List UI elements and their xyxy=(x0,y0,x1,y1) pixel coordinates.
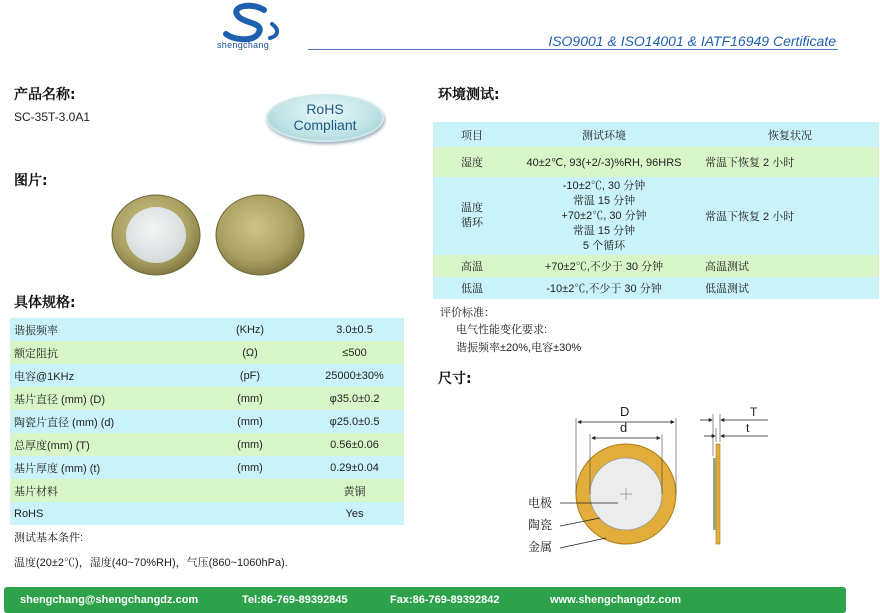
dim-label-t: t xyxy=(746,421,750,435)
callout-electrode: 电极 xyxy=(528,496,553,510)
spec-name: 基片厚度 (mm) (t) xyxy=(10,456,195,479)
specs-table xyxy=(10,318,404,525)
criteria-line2: 谐振频率±20%,电容±30% xyxy=(456,342,582,354)
footer-website[interactable]: www.shengchangdz.com xyxy=(550,594,681,606)
env-condition-line: +70±2℃, 30 分钟 xyxy=(561,209,647,222)
environment-title: 环境测试: xyxy=(438,87,500,103)
env-item: 高温 xyxy=(433,255,511,277)
specs-title: 具体规格: xyxy=(14,295,76,311)
table-row xyxy=(10,364,404,387)
table-row xyxy=(433,177,879,255)
product-model: SC-35T-3.0A1 xyxy=(14,110,91,124)
spec-unit: (pF) xyxy=(195,364,305,387)
env-condition-line: 常温 15 分钟 xyxy=(572,194,636,207)
spec-value: φ35.0±0.2 xyxy=(305,387,404,410)
spec-value: ≤500 xyxy=(305,341,404,364)
certificate-text: ISO9001 & ISO14001 & IATF16949 Certificate xyxy=(548,33,836,49)
env-condition: -10±2℃,不少于 30 分钟 xyxy=(511,277,697,299)
table-row xyxy=(10,318,404,341)
test-conditions-value: 温度(20±2℃)，湿度(40~70%RH)，气压(860~1060hPa). xyxy=(14,557,288,569)
callout-metal: 金属 xyxy=(528,540,553,554)
rohs-badge-line1: RoHS xyxy=(306,101,344,117)
table-row xyxy=(10,502,404,525)
logo-text: shengchang xyxy=(217,40,270,50)
env-condition-line: -10±2℃, 30 分钟 xyxy=(562,179,646,192)
header-divider xyxy=(308,49,838,50)
criteria-line1: 电气性能变化要求: xyxy=(456,324,548,336)
spec-name: 电容@1KHz xyxy=(10,364,195,387)
spec-name: 基片材料 xyxy=(10,479,195,502)
table-row xyxy=(433,147,879,177)
spec-value: Yes xyxy=(305,502,404,525)
table-row xyxy=(10,341,404,364)
table-row xyxy=(433,255,879,277)
footer-tel: Tel:86-769-89392845 xyxy=(242,594,348,606)
spec-name: 谐振频率 xyxy=(10,318,195,341)
spec-name: 总厚度(mm) (T) xyxy=(10,433,195,456)
table-row xyxy=(433,277,879,299)
env-header-condition: 测试环境 xyxy=(511,122,697,147)
dimension-drawing xyxy=(520,400,780,570)
table-row xyxy=(10,387,404,410)
env-condition-line: 5 个循环 xyxy=(582,239,626,252)
test-conditions-label: 测试基本条件: xyxy=(14,532,84,544)
spec-name: 额定阻抗 xyxy=(10,341,195,364)
product-name-label: 产品名称: xyxy=(14,87,76,103)
footer-email[interactable]: shengchang@shengchangdz.com xyxy=(20,594,199,606)
spec-value: 黄铜 xyxy=(305,479,404,502)
spec-unit: (KHz) xyxy=(195,318,305,341)
rohs-badge xyxy=(266,94,384,142)
callout-ceramic: 陶瓷 xyxy=(528,518,553,532)
env-recovery: 高温测试 xyxy=(697,255,879,277)
dim-label-d: d xyxy=(620,420,628,435)
table-row xyxy=(10,433,404,456)
spec-unit: (mm) xyxy=(195,387,305,410)
spec-unit xyxy=(195,479,305,502)
spec-value: 0.56±0.06 xyxy=(305,433,404,456)
env-item: 湿度 xyxy=(433,147,511,177)
spec-unit: (mm) xyxy=(195,410,305,433)
footer-bar xyxy=(4,587,846,613)
env-condition: 40±2℃, 93(+2/-3)%RH, 96HRS xyxy=(511,147,697,177)
table-row xyxy=(433,122,879,147)
spec-unit: (Ω) xyxy=(195,341,305,364)
product-photo xyxy=(110,192,310,277)
spec-name: 基片直径 (mm) (D) xyxy=(10,387,195,410)
rohs-badge-line2: Compliant xyxy=(293,117,357,133)
spec-value: 0.29±0.04 xyxy=(305,456,404,479)
dimensions-title: 尺寸: xyxy=(438,371,472,387)
env-item: 低温 xyxy=(433,277,511,299)
criteria-label: 评价标准： xyxy=(440,307,495,319)
spec-unit xyxy=(195,502,305,525)
env-condition: +70±2℃,不少于 30 分钟 xyxy=(511,255,697,277)
environment-table xyxy=(433,122,879,299)
env-header-recovery: 恢复状况 xyxy=(697,122,879,147)
spec-unit: (mm) xyxy=(195,433,305,456)
dim-label-T: T xyxy=(750,405,758,419)
env-recovery: 低温测试 xyxy=(697,277,879,299)
spec-value: 3.0±0.5 xyxy=(305,318,404,341)
env-item-line: 温度 xyxy=(461,202,483,214)
env-recovery: 常温下恢复 2 小时 xyxy=(697,177,879,255)
env-condition xyxy=(511,177,697,255)
env-header-item: 项目 xyxy=(433,122,511,147)
spec-name: 陶瓷片直径 (mm) (d) xyxy=(10,410,195,433)
spec-name: RoHS xyxy=(10,502,195,525)
table-row xyxy=(10,410,404,433)
env-recovery: 常温下恢复 2 小时 xyxy=(697,147,879,177)
dim-label-D: D xyxy=(620,404,630,419)
env-item xyxy=(433,177,511,255)
spec-value: 25000±30% xyxy=(305,364,404,387)
spec-unit: (mm) xyxy=(195,456,305,479)
env-item-line: 循环 xyxy=(461,217,483,229)
footer-fax: Fax:86-769-89392842 xyxy=(390,594,500,606)
table-row xyxy=(10,479,404,502)
table-row xyxy=(10,456,404,479)
env-condition-line: 常温 15 分钟 xyxy=(572,224,636,237)
spec-value: φ25.0±0.5 xyxy=(305,410,404,433)
picture-label: 图片: xyxy=(14,173,48,189)
